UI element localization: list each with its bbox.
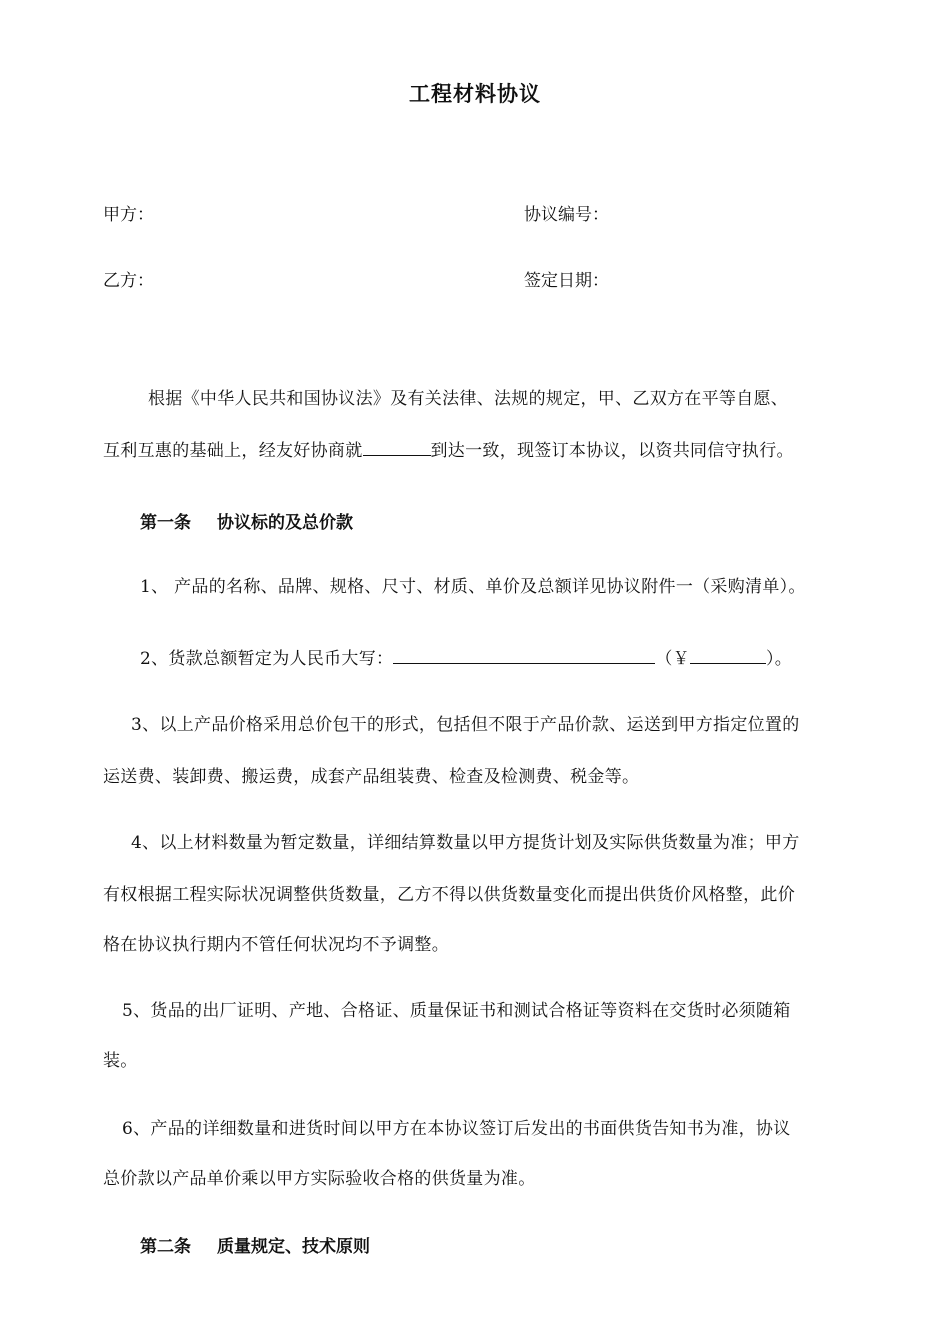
article-1-item-3-line-1: 3、以上产品价格采用总价包干的形式，包括但不限于产品价款、运送到甲方指定位置的 (131, 715, 800, 735)
article-1-heading (140, 508, 353, 533)
article-1-number: 第一条 (140, 513, 191, 533)
preamble-line-2-before: 互利互惠的基础上，经友好协商就 (103, 441, 363, 461)
article-2-number: 第二条 (140, 1237, 191, 1257)
article-1-item-3-line-2: 运送费、装卸费、搬运费，成套产品组装费、检查及检测费、税金等。 (103, 767, 640, 787)
preamble-line-2 (103, 436, 794, 461)
amount-in-figures-blank (690, 649, 766, 664)
article-1-item-4-line-1: 4、以上材料数量为暂定数量，详细结算数量以甲方提货计划及实际供货数量为准；甲方 (131, 833, 800, 853)
article-2-heading (140, 1232, 370, 1257)
party-a-label: 甲方： (103, 205, 154, 225)
document-title: 工程材料协议 (409, 82, 541, 106)
article-1-item-6-line-1: 6、产品的详细数量和进货时间以甲方在本协议签订后发出的书面供货告知书为准，协议 (122, 1119, 791, 1139)
article-1-item-5-line-1: 5、货品的出厂证明、产地、合格证、质量保证书和测试合格证等资料在交货时必须随箱 (122, 1001, 791, 1021)
article-1-item-5-line-2: 装。 (103, 1051, 138, 1071)
article-1-title: 协议标的及总价款 (217, 513, 353, 533)
article-1-item-6-line-2: 总价款以产品单价乘以甲方实际验收合格的供货量为准。 (103, 1169, 536, 1189)
item-2-after: ）。 (765, 649, 793, 669)
item-2-before: 2、货款总额暂定为人民币大写： (140, 649, 394, 669)
article-2-title: 质量规定、技术原则 (217, 1237, 370, 1257)
preamble-line-2-after: 到达一致，现签订本协议，以资共同信守执行。 (430, 441, 794, 461)
agreement-number-label: 协议编号： (524, 205, 609, 225)
article-1-item-4-line-3: 格在协议执行期内不管任何状况均不予调整。 (103, 935, 449, 955)
item-2-middle: （￥ (655, 649, 690, 669)
preamble-line-1: 根据《中华人民共和国协议法》及有关法律、法规的规定，甲、乙双方在平等自愿、 (148, 389, 789, 409)
party-b-label: 乙方： (103, 271, 154, 291)
article-1-item-4-line-2: 有权根据工程实际状况调整供货数量，乙方不得以供货数量变化而提出供货价风格整，此价 (103, 885, 795, 905)
subject-blank (363, 441, 431, 456)
article-1-item-2 (140, 644, 792, 669)
sign-date-label: 签定日期： (524, 271, 609, 291)
article-1-item-1: 1、 产品的名称、品牌、规格、尺寸、材质、单价及总额详见协议附件一（采购清单）。 (140, 577, 806, 597)
amount-in-words-blank (393, 649, 655, 664)
